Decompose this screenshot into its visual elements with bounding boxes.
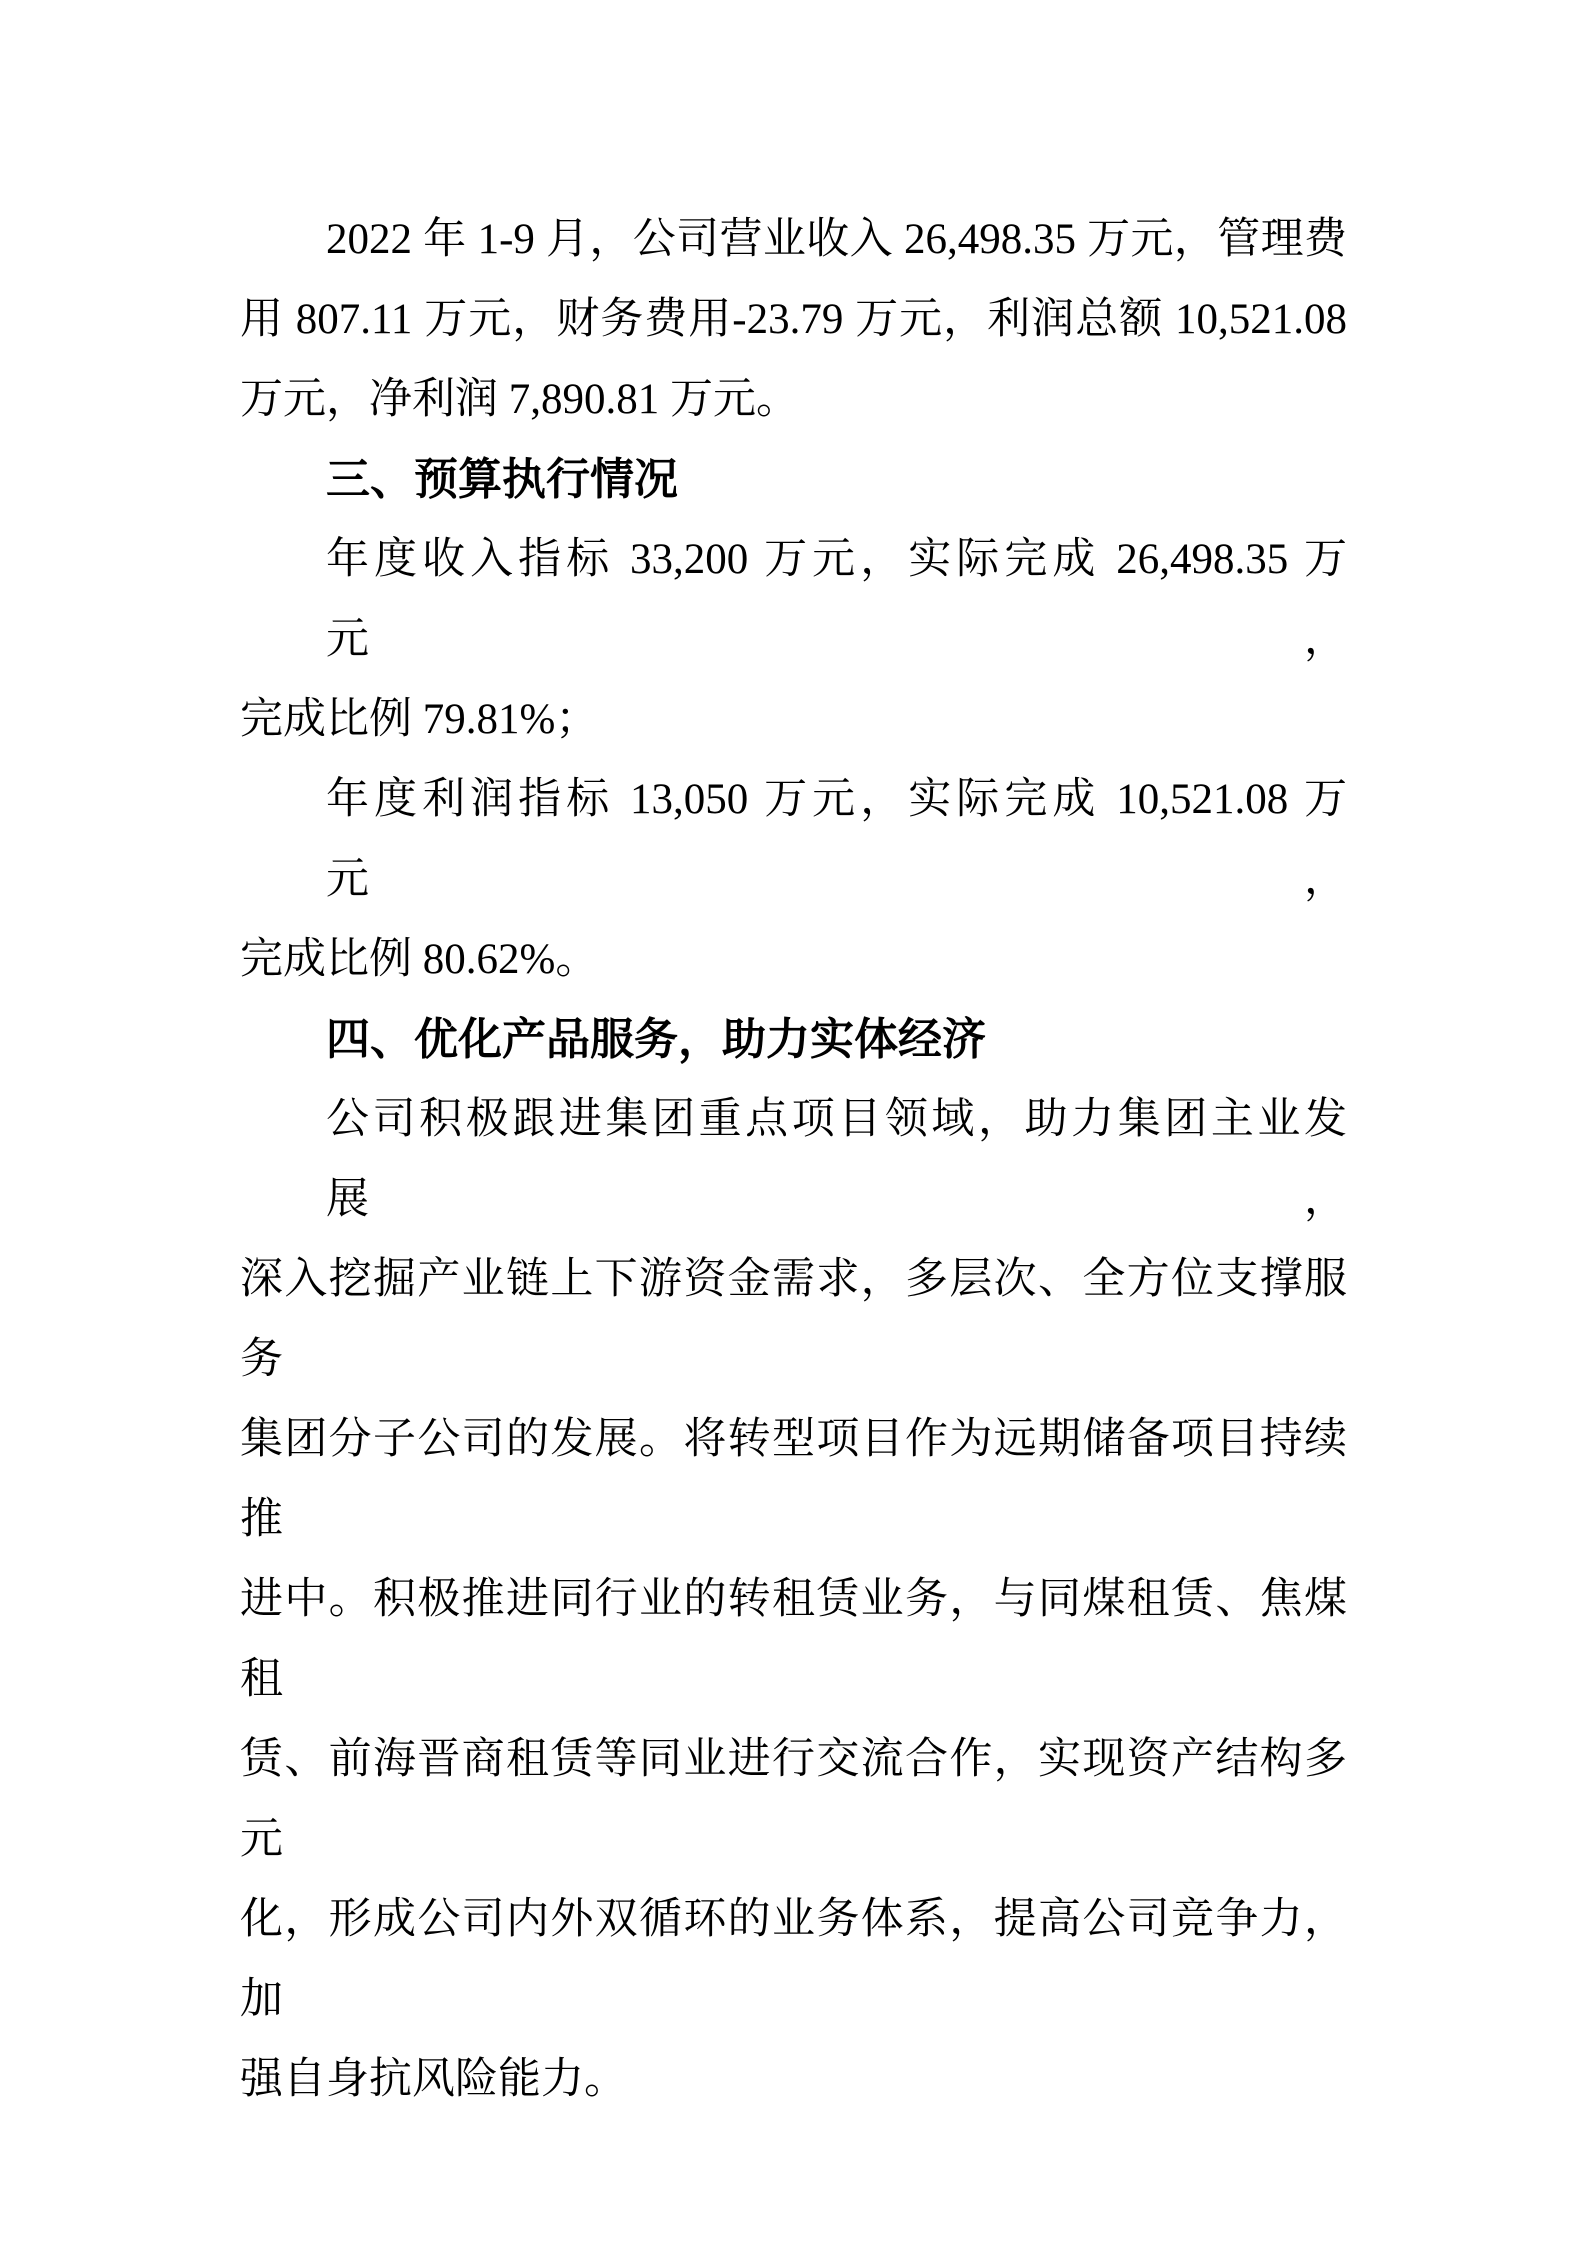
paragraph-line: 深入挖掘产业链上下游资金需求，多层次、全方位支撑服务 bbox=[240, 1256, 1347, 1383]
paragraph-line: 万元，净利润 7,890.81 万元。 bbox=[240, 376, 799, 423]
paragraph-line: 进中。积极推进同行业的转租赁业务，与同煤租赁、焦煤租 bbox=[240, 1576, 1347, 1703]
paragraph-line: 强自身抗风险能力。 bbox=[240, 2056, 627, 2103]
paragraph-line: 年度收入指标 33,200 万元，实际完成 26,498.35 万元， bbox=[326, 536, 1347, 663]
section-heading-product-service: 四、优化产品服务，助力实体经济 bbox=[326, 1015, 986, 1064]
paragraph-line: 2022 年 1-9 月，公司营业收入 26,498.35 万元，管理费 bbox=[326, 216, 1347, 263]
paragraph-line: 完成比例 79.81%； bbox=[240, 696, 599, 743]
paragraph-line: 用 807.11 万元，财务费用-23.79 万元，利润总额 10,521.08 bbox=[240, 296, 1347, 343]
document-body bbox=[240, 200, 1347, 2120]
paragraph-line: 赁、前海晋商租赁等同业进行交流合作，实现资产结构多元 bbox=[240, 1736, 1347, 1863]
paragraph-line: 集团分子公司的发展。将转型项目作为远期储备项目持续推 bbox=[240, 1416, 1347, 1543]
paragraph-line: 完成比例 80.62%。 bbox=[240, 936, 599, 983]
paragraph-line: 公司积极跟进集团重点项目领域，助力集团主业发展， bbox=[326, 1096, 1347, 1223]
section-heading-budget-execution: 三、预算执行情况 bbox=[326, 455, 678, 504]
paragraph-line: 年度利润指标 13,050 万元，实际完成 10,521.08 万元， bbox=[326, 776, 1347, 903]
paragraph-line: 化，形成公司内外双循环的业务体系，提高公司竞争力，加 bbox=[240, 1896, 1347, 2023]
